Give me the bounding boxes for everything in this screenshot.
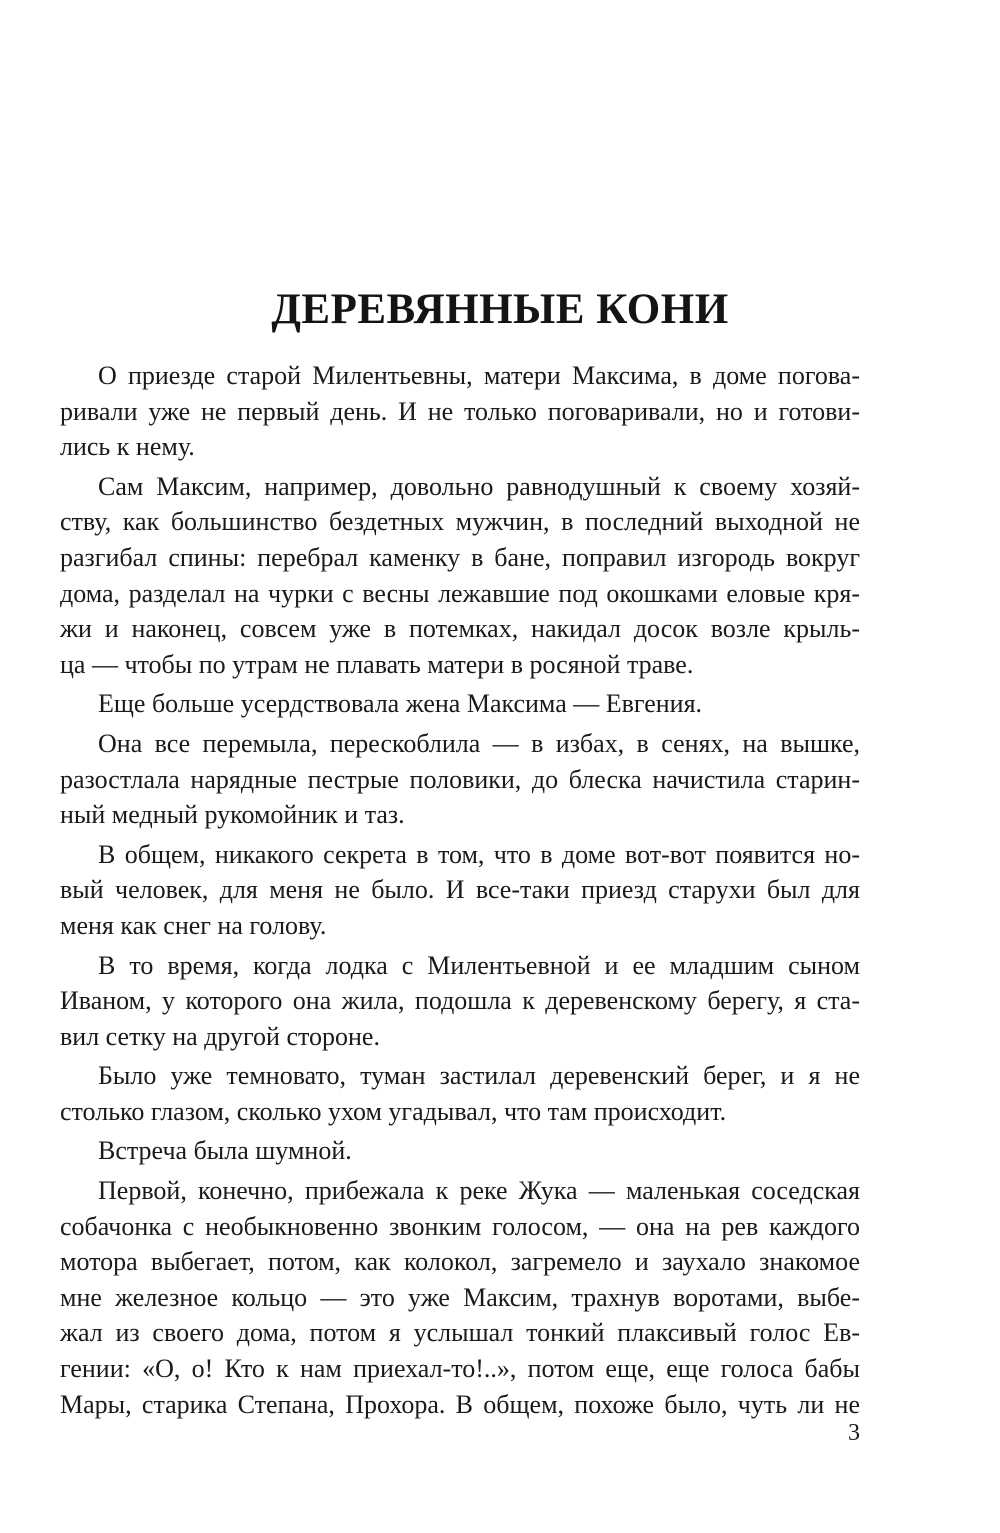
text-line: вый человек, для меня не было. И все-таки приезд старухи был для xyxy=(60,875,860,905)
paragraph xyxy=(60,686,860,722)
text-line: разостлала нарядные пестрые половики, до блеска начистила старин- xyxy=(60,764,860,794)
text-line: меня как снег на голову. xyxy=(60,910,327,940)
text-line: лись к нему. xyxy=(60,432,195,462)
paragraph xyxy=(60,837,860,944)
text-line: О приезде старой Милентьевны, матери Максима, в доме погова- xyxy=(98,361,860,390)
text-line: ный медный рукомойник и таз. xyxy=(60,800,405,830)
text-line: Было уже темновато, туман застилал деревенский берег, и я не xyxy=(98,1061,860,1091)
text-line: В то время, когда лодка с Милентьевной и ее младшим сыном xyxy=(98,950,860,980)
paragraph xyxy=(60,1133,860,1169)
text-line: столько глазом, сколько ухом угадывал, что там происходит. xyxy=(60,1096,727,1126)
text-line: гении: «О, о! Кто к нам приехал-то!..», потом еще, еще голоса бабы xyxy=(60,1354,860,1384)
text-line: жи и наконец, совсем уже в потемках, накидал досок возле крыль- xyxy=(60,614,860,644)
paragraph xyxy=(60,358,860,465)
text-line: Сам Максим, например, довольно равнодушный к своему хозяй- xyxy=(98,471,860,501)
paragraph xyxy=(60,948,860,1055)
text-line: ству, как большинство бездетных мужчин, в последний выходной не xyxy=(60,507,860,537)
text-line: Встреча была шумной. xyxy=(98,1136,352,1166)
text-line: Иваном, у которого она жила, подошла к деревенскому берегу, я ста- xyxy=(60,986,860,1016)
text-line: жал из своего дома, потом я услышал тонкий плаксивый голос Ев- xyxy=(60,1318,860,1348)
text-line: дома, разделал на чурки с весны лежавшие под окошками еловые кря- xyxy=(60,578,860,608)
paragraph xyxy=(60,1173,860,1422)
text-line: ривали уже не первый день. И не только поговаривали, но и готови- xyxy=(60,396,860,426)
text-line: вил сетку на другой стороне. xyxy=(60,1021,380,1051)
paragraph xyxy=(60,1058,860,1129)
text-line: В общем, никакого секрета в том, что в доме вот-вот появится но- xyxy=(98,839,860,869)
text-line: разгибал спины: перебрал каменку в бане, поправил изгородь вокруг xyxy=(60,542,860,572)
text-line: Она все перемыла, перескоблила — в избах, в сенях, на вышке, xyxy=(98,728,860,758)
text-line: мне железное кольцо — это уже Максим, трахнув воротами, выбе- xyxy=(60,1282,860,1312)
text-line: Первой, конечно, прибежала к реке Жука — маленькая соседская xyxy=(98,1176,860,1206)
text-line: мотора выбегает, потом, как колокол, загремело и заухало знакомое xyxy=(60,1247,860,1277)
text-line: Еще больше усердствовала жена Максима — Евгения. xyxy=(98,689,703,719)
paragraph xyxy=(60,726,860,833)
chapter-title: ДЕРЕВЯННЫЕ КОНИ xyxy=(271,286,729,333)
text-line: ца — чтобы по утрам не плавать матери в росяной траве. xyxy=(60,649,694,679)
text-line: Мары, старика Степана, Прохора. В общем, похоже было, чуть ли не xyxy=(60,1389,860,1419)
paragraph xyxy=(60,469,860,683)
chapter-body xyxy=(60,358,860,1426)
page-number: 3 xyxy=(848,1420,860,1446)
text-line: собачонка с необыкновенно звонким голосом, — она на рев каждого xyxy=(60,1211,860,1241)
